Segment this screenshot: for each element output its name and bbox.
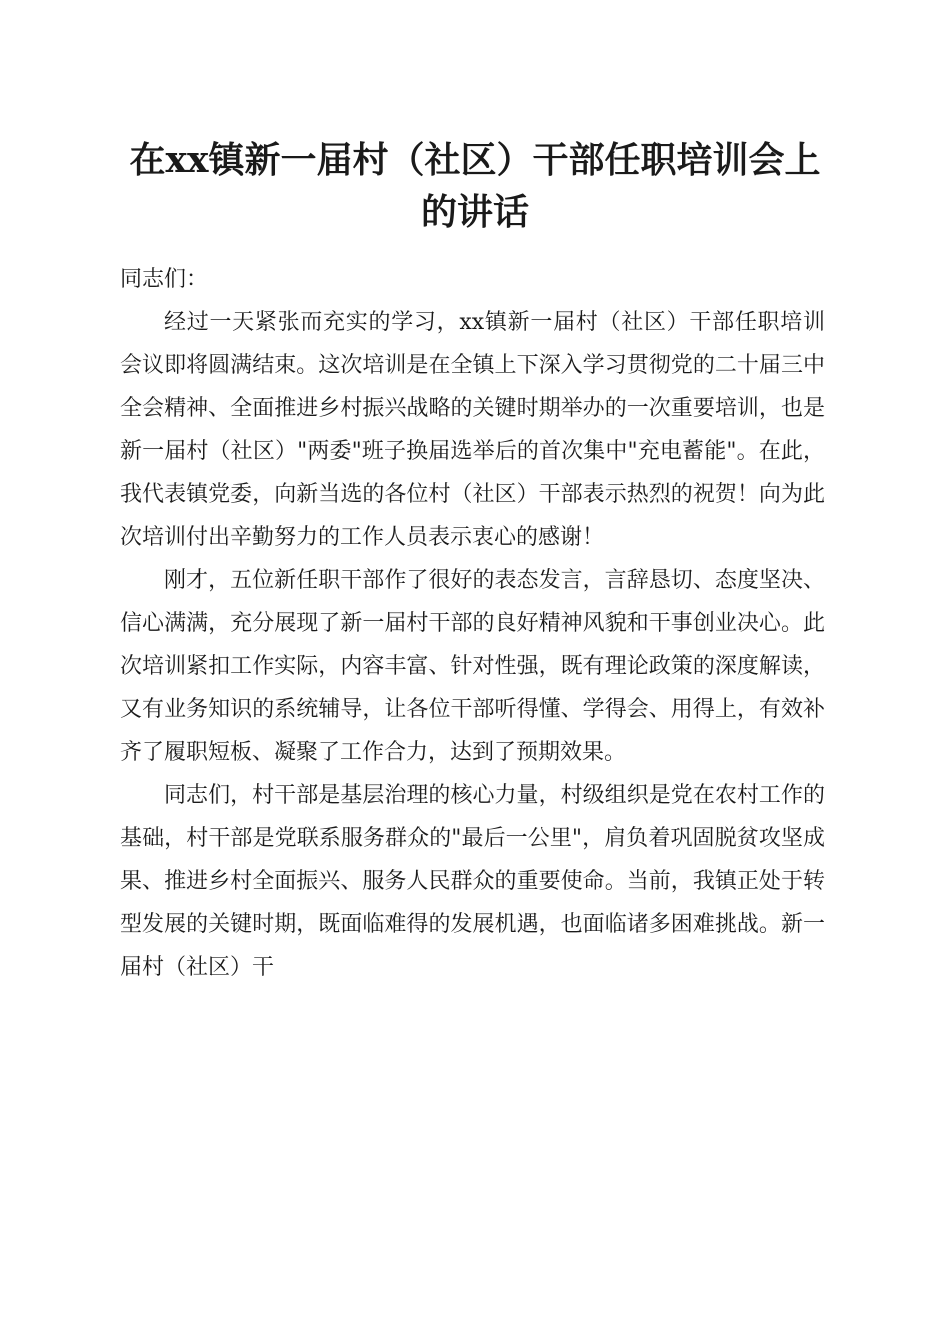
paragraph-1: 经过一天紧张而充实的学习，xx镇新一届村（社区）干部任职培训会议即将圆满结束。这次培训是在全镇上下深入学习贯彻党的二十届三中全会精神、全面推进乡村振兴战略的关键时期举办的一次重要培训，也是新一届村（社区）"两委"班子换届选举后的首次集中"充电蓄能"。在此，我代表镇党委，向新当选的各位村（社区）干部表示热烈的祝贺！向为此次培训付出辛勤努力的工作人员表示衷心的感谢！ (120, 310, 825, 550)
salutation: 同志们： (120, 267, 209, 292)
title-line-1: 在xx镇新一届村（社区）干部任职培训会上 (129, 139, 821, 181)
paragraph-2: 刚才，五位新任职干部作了很好的表态发言，言辞恳切、态度坚决、信心满满，充分展现了新一届村干部的良好精神风貌和干事创业决心。此次培训紧扣工作实际，内容丰富、针对性强，既有理论政策的深度解读，又有业务知识的系统辅导，让各位干部听得懂、学得会、用得上，有效补齐了履职短板、凝聚了工作合力，达到了预期效果。 (120, 568, 825, 765)
document-body (120, 258, 825, 989)
document-title (110, 134, 840, 238)
title-line-2: 的讲话 (420, 191, 529, 233)
paragraph-3: 同志们，村干部是基层治理的核心力量，村级组织是党在农村工作的基础，村干部是党联系服务群众的"最后一公里"，肩负着巩固脱贫攻坚成果、推进乡村全面振兴、服务人民群众的重要使命。当前，我镇正处于转型发展的关键时期，既面临难得的发展机遇，也面临诸多困难挑战。新一届村（社区）干 (120, 783, 825, 980)
